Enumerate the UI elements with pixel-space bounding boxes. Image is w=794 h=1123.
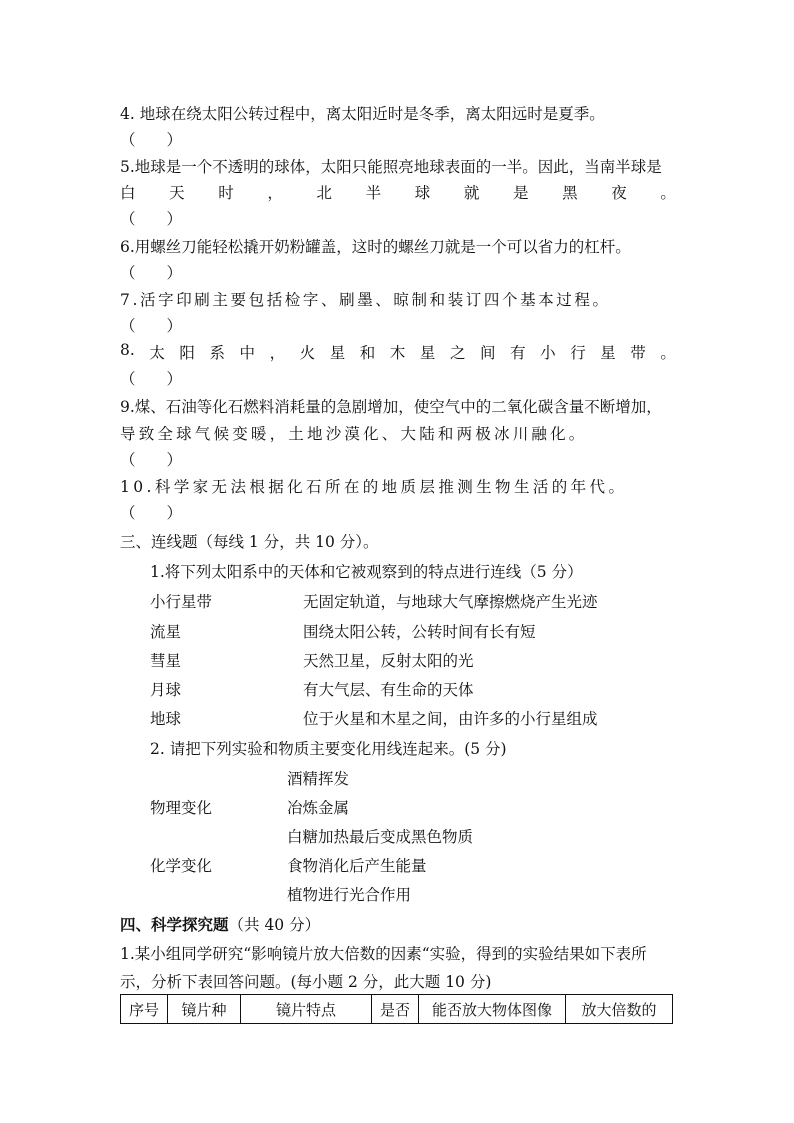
question-9-text-line2: 导致全球气候变暖，土地沙漠化、大陆和两极冰川融化。: [120, 425, 588, 443]
section-3-title: 三、连线题（每线 1 分，共 10 分）。: [120, 533, 379, 551]
section-3-sub1-title: 1.将下列太阳系中的天体和它被观察到的特点进行连线（5 分）: [150, 563, 583, 581]
question-5-answer-blank[interactable]: （ ）: [120, 210, 183, 228]
question-8-answer-blank[interactable]: （ ）: [120, 370, 183, 388]
q8-char: 火: [299, 344, 316, 362]
matching-left-item[interactable]: 化学变化: [150, 857, 213, 875]
matching-right-item[interactable]: 酒精挥发: [287, 770, 350, 788]
q5-char: 。: [660, 184, 676, 202]
q8-char: 木: [389, 344, 406, 362]
q8-char: 星: [600, 344, 616, 362]
q8-char: 系: [209, 344, 225, 362]
question-4-text: 4. 地球在绕太阳公转过程中，离太阳近时是冬季，离太阳远时是夏季。: [120, 105, 605, 123]
question-5-text-line2: [120, 181, 676, 203]
results-table: [120, 994, 673, 1024]
matching-right-item[interactable]: 食物消化后产生能量: [287, 857, 427, 875]
q5-char: 北: [316, 184, 333, 202]
q8-char: 之: [449, 344, 466, 362]
matching-left-item[interactable]: 流星: [150, 623, 182, 641]
q8-char: ，: [269, 344, 286, 362]
question-7-text: 7.活字印刷主要包括检字、刷墨、晾制和装订四个基本过程。: [120, 291, 611, 309]
table-header-cell: 镜片种: [168, 995, 241, 1024]
question-9-text-line1: 9.煤、石油等化石燃料消耗量的急剧增加，使空气中的二氧化碳含量不断增加，: [120, 398, 662, 416]
section-4-title: [120, 913, 320, 935]
matching-left-item[interactable]: 彗星: [150, 652, 182, 670]
q5-char: 是: [513, 184, 529, 202]
question-6-answer-blank[interactable]: （ ）: [120, 264, 183, 282]
q5-char: 黑: [562, 184, 578, 202]
q5-char: 半: [365, 184, 382, 202]
question-4-answer-blank[interactable]: （ ）: [120, 131, 183, 149]
q5-char: 就: [463, 184, 480, 202]
table-header-row: [121, 995, 673, 1024]
q8-char: 。: [660, 344, 676, 362]
q5-char: 时: [218, 184, 234, 202]
matching-left-item[interactable]: 物理变化: [150, 799, 213, 817]
q5-char: 天: [169, 184, 185, 202]
question-10-text: 10.科学家无法根据化石所在的地质层推测生物生活的年代。: [120, 478, 628, 496]
q8-char: 星: [419, 344, 436, 362]
matching-right-item[interactable]: 植物进行光合作用: [287, 886, 412, 904]
q8-char: 8.: [120, 341, 135, 359]
table-header-cell: 镜片特点: [241, 995, 372, 1024]
question-5-text-line1: 5.地球是一个不透明的球体，太阳只能照亮地球表面的一半。因此，当南半球是: [120, 158, 662, 176]
table-header-cell: 能否放大物体图像: [419, 995, 566, 1024]
matching-right-item[interactable]: 围绕太阳公转，公转时间有长有短: [303, 623, 536, 641]
matching-left-item[interactable]: 地球: [150, 710, 182, 728]
q8-char: 和: [359, 344, 376, 362]
matching-right-item[interactable]: 位于火星和木星之间，由许多的小行星组成: [303, 710, 598, 728]
q5-char: 球: [414, 184, 431, 202]
q8-char: 带: [630, 344, 646, 362]
table-header-cell: 是否: [372, 995, 419, 1024]
question-9-answer-blank[interactable]: （ ）: [120, 451, 183, 469]
matching-left-item[interactable]: 小行星带: [150, 593, 213, 611]
q8-char: 中: [239, 344, 256, 362]
q8-char: 太: [149, 344, 165, 362]
q8-char: 阳: [179, 344, 195, 362]
matching-right-item[interactable]: 无固定轨道，与地球大气摩擦燃烧产生光迹: [303, 593, 598, 611]
section-4-title-main: 四、科学探究题: [120, 915, 229, 934]
q8-char: 行: [570, 344, 586, 362]
matching-left-item[interactable]: 月球: [150, 681, 182, 699]
section-3-sub2-title: 2. 请把下列实验和物质主要变化用线连起来。(5 分): [150, 740, 507, 758]
q8-char: 间: [480, 344, 496, 362]
matching-right-item[interactable]: 天然卫星，反射太阳的光: [303, 652, 474, 670]
question-7-answer-blank[interactable]: （ ）: [120, 317, 183, 335]
q5-char: 夜: [611, 184, 627, 202]
q8-char: 有: [510, 344, 526, 362]
q8-char: 星: [329, 344, 346, 362]
matching-right-item[interactable]: 冶炼金属: [287, 799, 350, 817]
q8-char: 小: [540, 344, 556, 362]
q5-char: 白: [120, 184, 136, 202]
section-4-q1-line2: 示，分析下表回答问题。(每小题 2 分，此大题 10 分): [120, 973, 492, 991]
table-header-cell: 放大倍数的: [566, 995, 673, 1024]
q5-char: ，: [267, 184, 283, 202]
table-header-cell: 序号: [121, 995, 168, 1024]
matching-right-item[interactable]: 白糖加热最后变成黑色物质: [287, 828, 474, 846]
section-4-q1-line1: 1.某小组同学研究“影响镜片放大倍数的因素“实验，得到的实验结果如下表所: [120, 945, 647, 963]
section-4-title-suffix: （共 40 分）: [228, 916, 321, 934]
question-8-text: [120, 341, 676, 363]
matching-right-item[interactable]: 有大气层、有生命的天体: [303, 681, 474, 699]
question-6-text: 6.用螺丝刀能轻松撬开奶粉罐盖，这时的螺丝刀就是一个可以省力的杠杆。: [120, 238, 631, 256]
question-10-answer-blank[interactable]: （ ）: [120, 504, 183, 522]
